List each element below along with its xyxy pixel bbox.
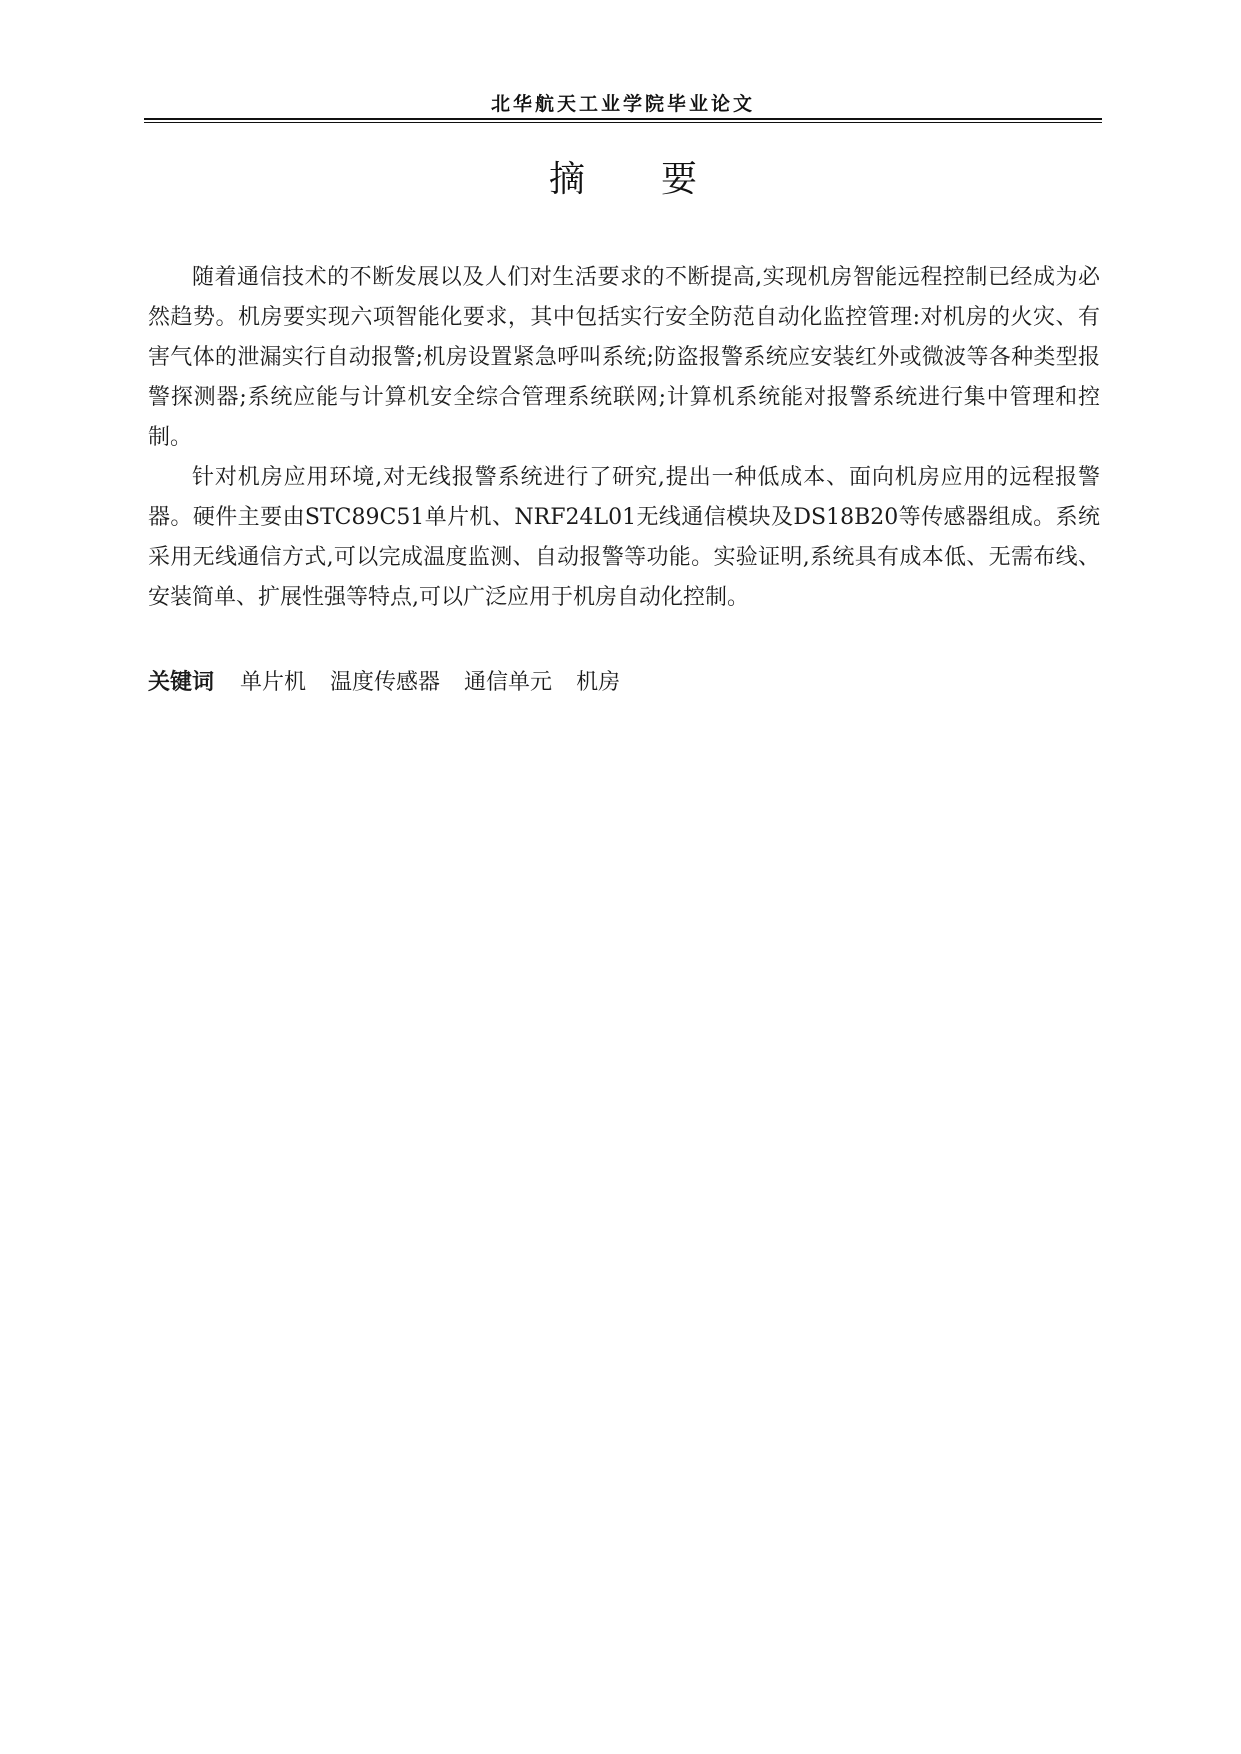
- header-title: 北华航天工业学院毕业论文: [490, 93, 755, 115]
- keyword-item: 通信单元: [464, 670, 553, 695]
- keyword-item: 单片机: [240, 670, 307, 695]
- keywords-line: [148, 662, 1100, 703]
- keywords-label: 关键词: [148, 669, 215, 695]
- abstract-title: 摘要: [548, 159, 773, 200]
- keyword-item: 温度传感器: [330, 670, 441, 695]
- header-rule-thin: [144, 122, 1102, 123]
- abstract-paragraph-2: 针对机房应用环境,对无线报警系统进行了研究,提出一种低成本、面向机房应用的远程报警器。硬件主要由STC89C51单片机、NRF24L01无线通信模块及DS18B20等传感器组成。系统采用无线通信方式,可以完成温度监测、自动报警等功能。实验证明,系统具有成本低、无需布线、安装简单、扩展性强等特点,可以广泛应用于机房自动化控制。: [148, 465, 1100, 610]
- abstract-paragraph-1: 随着通信技术的不断发展以及人们对生活要求的不断提高,实现机房智能远程控制已经成为必然趋势。机房要实现六项智能化要求，其中包括实行安全防范自动化监控管理:对机房的火灾、有害气体的泄漏实行自动报警;机房设置紧急呼叫系统;防盗报警系统应安装红外或微波等各种类型报警探测器;系统应能与计算机安全综合管理系统联网;计算机系统能对报警系统进行集中管理和控制。: [148, 265, 1100, 450]
- header-rule-thick: [144, 118, 1102, 120]
- page-header: [144, 88, 1102, 124]
- abstract-body: [148, 258, 1100, 618]
- keyword-item: 机房: [576, 670, 621, 695]
